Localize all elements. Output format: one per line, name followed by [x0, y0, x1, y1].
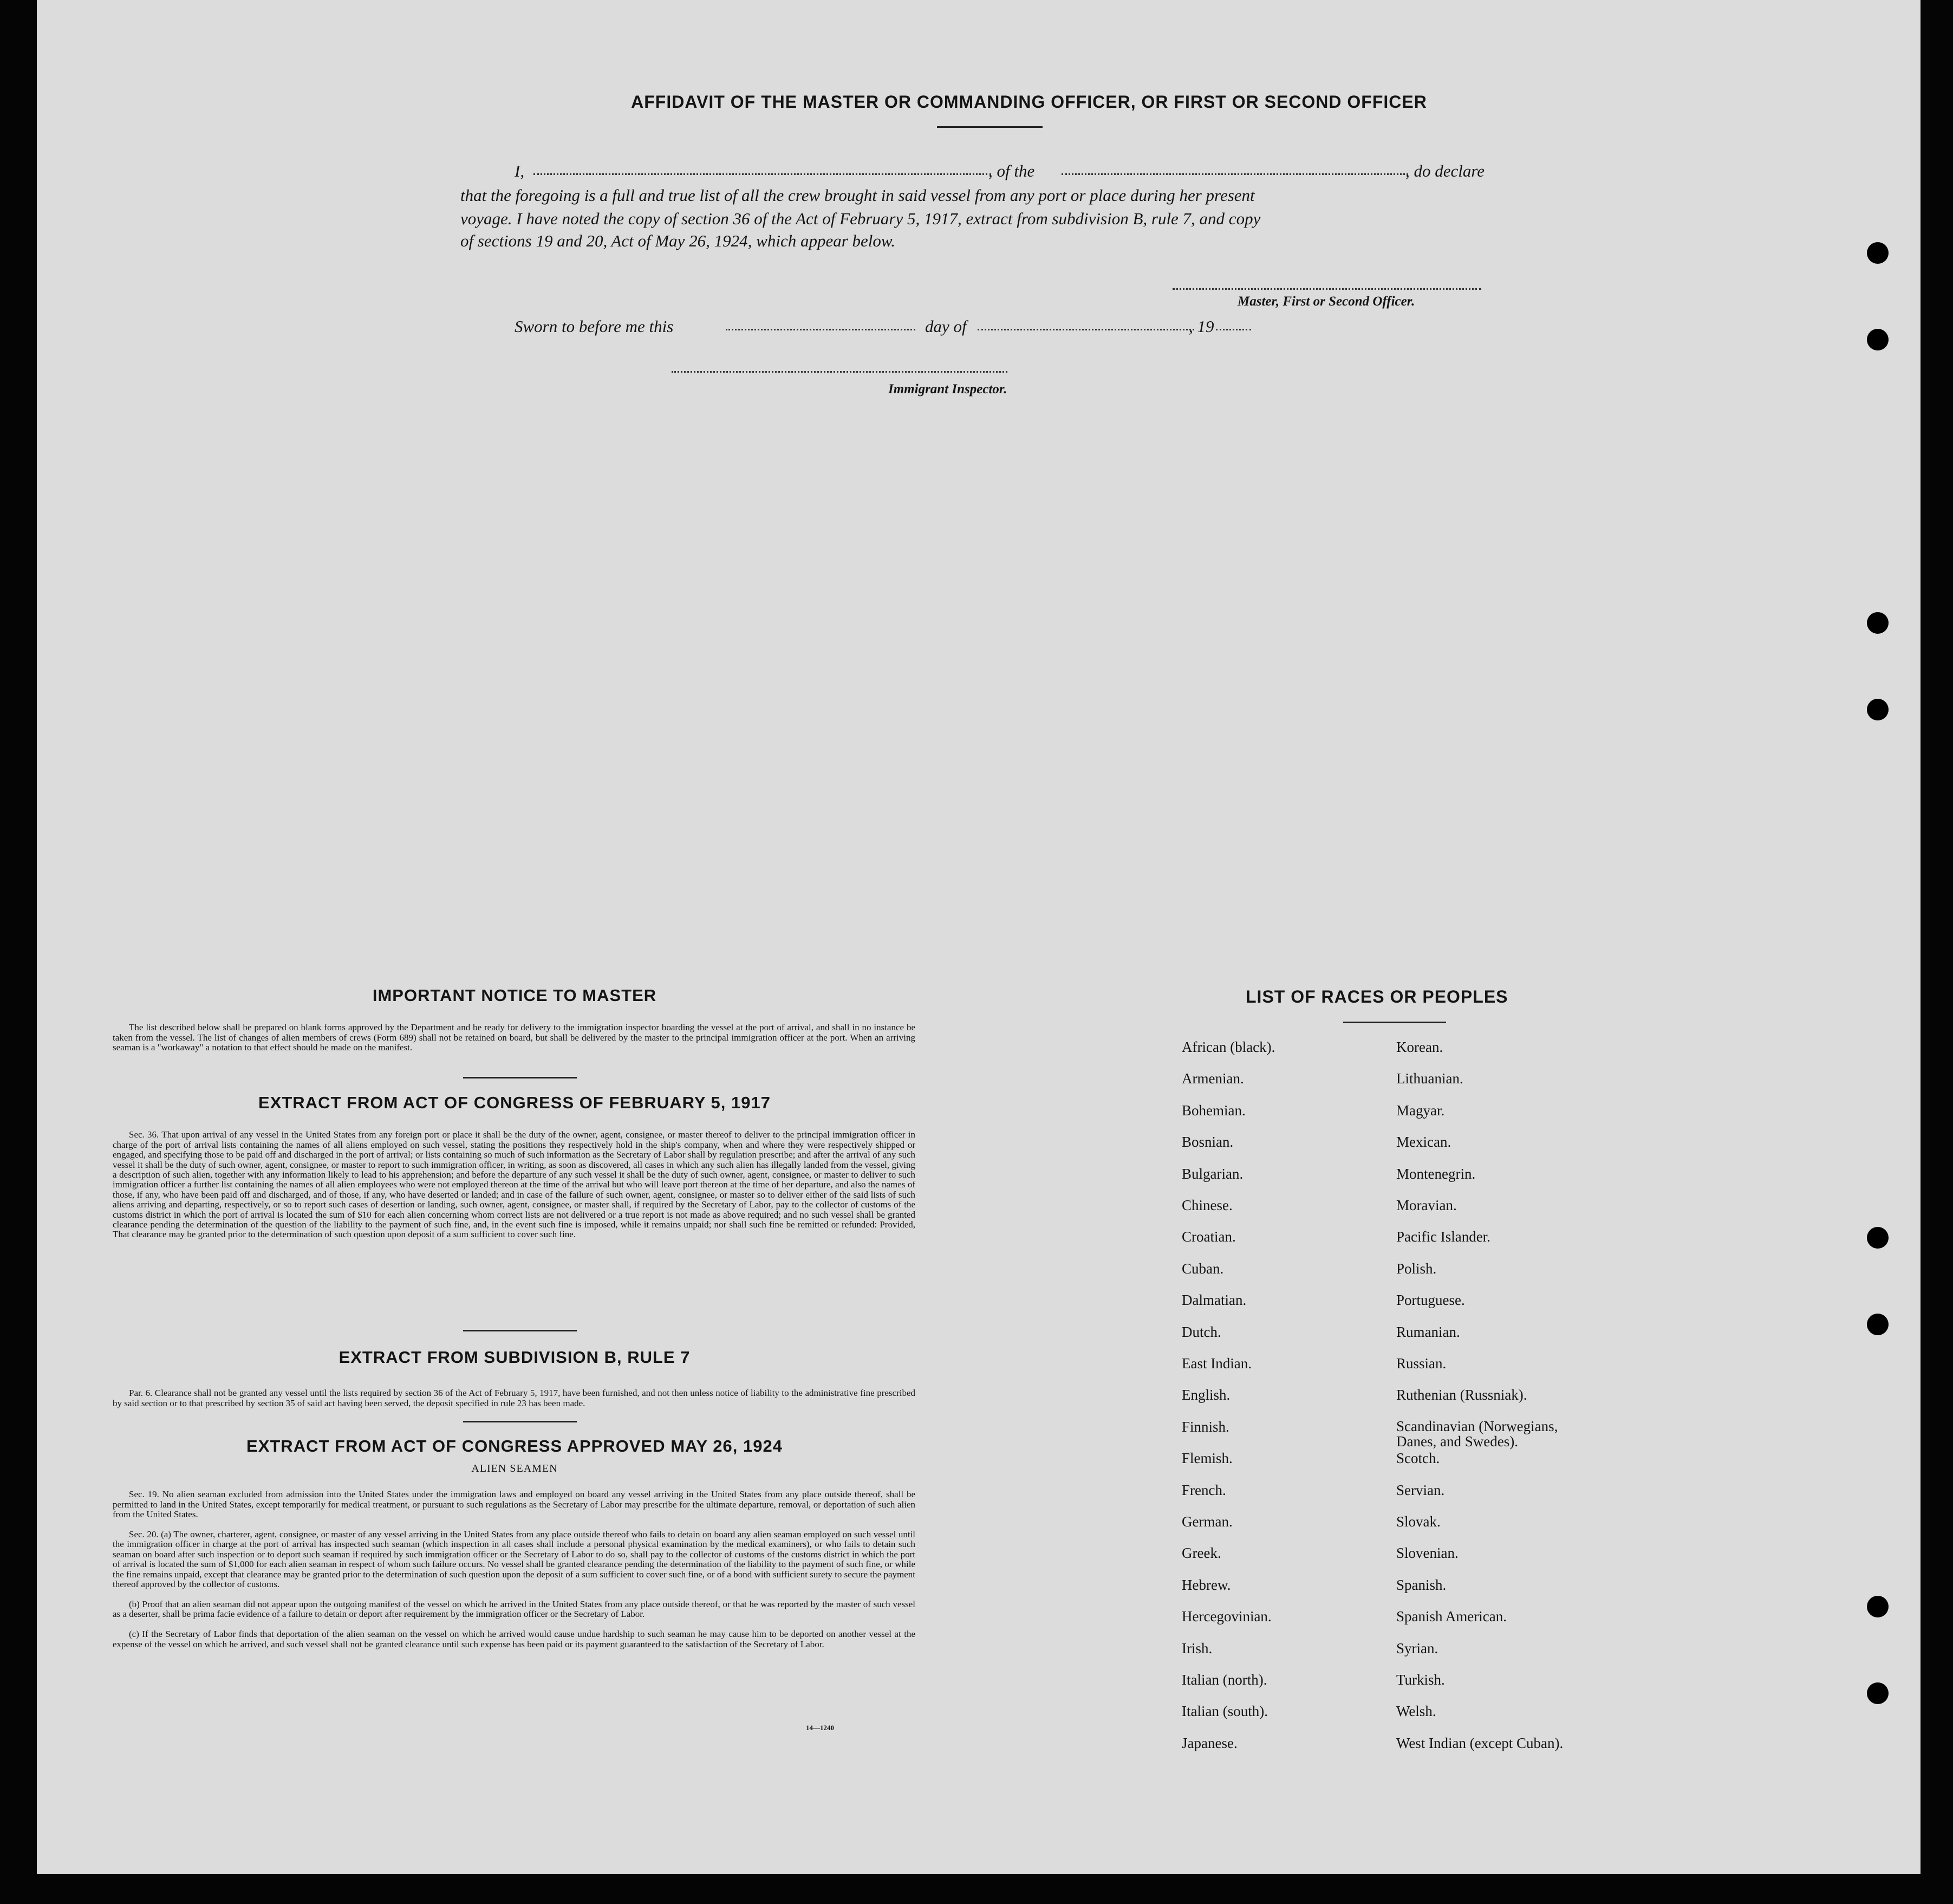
extract-1924-text: [113, 1480, 915, 1659]
sworn-day-of: day of: [925, 317, 967, 336]
affidavit-line-3: voyage. I have noted the copy of section 36 of the Act of February 5, 1917, extract from subdivision B, rule 7, and copy: [460, 209, 1261, 228]
race-item: Servian.: [1396, 1482, 1445, 1498]
sec20b-paragraph: (b) Proof that an alien seaman did not appear upon the outgoing manifest of the vessel on which he arrived in the United States from any place outside thereof, or that he was reported by the master of such vessel as a deserter, shall be prima facie evidence of a failure to detain or deport after requirement by the immigration officer or the Secretary of Labor.: [113, 1598, 915, 1620]
race-item: Finnish.: [1182, 1419, 1229, 1435]
race-item: Hebrew.: [1182, 1577, 1231, 1593]
sworn-month-blank: [978, 329, 1194, 330]
race-item: Scandinavian (Norwegians, Danes, and Swedes).: [1396, 1418, 1558, 1450]
sworn-year: , 19: [1189, 317, 1214, 336]
races-heading: LIST OF RACES OR PEOPLES: [1246, 987, 1508, 1006]
race-item: Japanese.: [1182, 1735, 1238, 1751]
form-number: 14—1240: [806, 1724, 834, 1732]
race-item: Turkish.: [1396, 1672, 1445, 1688]
race-item: Spanish American.: [1396, 1608, 1507, 1624]
race-item: Bohemian.: [1182, 1102, 1246, 1119]
race-item: Croatian.: [1182, 1229, 1236, 1245]
race-item: Moravian.: [1396, 1197, 1457, 1213]
race-item: Ruthenian (Russniak).: [1396, 1387, 1527, 1403]
race-item: English.: [1182, 1387, 1231, 1403]
race-item: German.: [1182, 1513, 1233, 1530]
sworn-year-blank: [1216, 329, 1251, 330]
race-item: Irish.: [1182, 1640, 1213, 1656]
race-item: Dalmatian.: [1182, 1292, 1247, 1308]
extract-rule7-heading: EXTRACT FROM SUBDIVISION B, RULE 7: [338, 1348, 691, 1367]
inspector-signature-line: [672, 371, 1007, 373]
race-item: Montenegrin.: [1396, 1166, 1476, 1182]
race-item: Polish.: [1396, 1260, 1437, 1277]
affidavit-declare: , do declare: [1405, 161, 1485, 180]
name-blank: [533, 173, 991, 175]
race-item: East Indian.: [1182, 1355, 1252, 1372]
sworn-day-blank: [726, 329, 915, 330]
punch-hole: [1867, 1596, 1889, 1617]
section-divider: [463, 1330, 577, 1331]
race-item: Armenian.: [1182, 1070, 1244, 1087]
race-item: Cuban.: [1182, 1260, 1224, 1277]
race-item: Scotch.: [1396, 1450, 1440, 1466]
sec36-paragraph: Sec. 36. That upon arrival of any vessel in the United States from any foreign port or place it shall be the duty of the owner, agent, consignee, or master thereof to deliver to the principal immigration officer in charge of the port of arrival lists containing the names of all aliens employed on such vessel, stating the positions they respectively hold in the ship's company, when and where they were respectively shipped or engaged, and specifying those to be paid off and discharged in the port of arrival; or lists containing so much of such information as the Secretary of Labor shall by regulation prescribe; and after the arrival of any such vessel it shall be the duty of such owner, agent, consignee, or master to report to such immigration officer, in writing, as soon as discovered, all cases in which any such alien has illegally landed from the vessel, giving a description of such alien, together with any information likely to lead to his apprehension; and before the departure of any such vessel it shall be the duty of such owner, agent, consignee, or master to deliver to such immigration officer a further list containing the names of all alien employees who were not employed thereon at the time of the arrival but who will leave port thereon at the time of her departure, and also the names of those, if any, who have been paid off and discharged, and of those, if any, who have deserted or landed; and in case of the failure of such owner, agent, consignee, or master so to deliver either of the said lists of such aliens arriving and departing, respectively, or so to report such cases of desertion or landing, such owner, agent, consignee, or master shall, if required by the Secretary of Labor, pay to the collector of customs of the customs district in which the port of arrival is located the sum of $10 for each alien concerning whom correct lists are not delivered or a true report is not made as above required; and no such vessel shall be granted clearance pending the determination of the question of the liability to the payment of such fine, and, in the event such fine is imposed, while it remains unpaid; nor shall such fine be remitted or refunded: Provided, That clearance may be granted prior to the determination of such question upon deposit of a sum sufficient to cover such fine.: [113, 1129, 915, 1240]
race-item: Mexican.: [1396, 1134, 1451, 1150]
affidavit-i: I,: [515, 161, 525, 180]
race-item: Slovenian.: [1396, 1545, 1459, 1561]
inspector-label: Immigrant Inspector.: [888, 382, 1007, 397]
affidavit-of-the: , of the: [988, 161, 1035, 180]
punch-hole: [1867, 612, 1889, 634]
race-item: Bosnian.: [1182, 1134, 1234, 1150]
extract-rule7-text: [113, 1379, 915, 1419]
extract-1917-text: [113, 1120, 915, 1250]
punch-hole: [1867, 329, 1889, 350]
race-item: Russian.: [1396, 1355, 1447, 1372]
race-item: Slovak.: [1396, 1513, 1441, 1530]
sec20c-paragraph: (c) If the Secretary of Labor finds that deportation of the alien seaman on the vessel on which he arrived would cause undue hardship to such seaman he may cause him to be deported on another vessel at the expense of the vessel on which he arrived, and such vessel shall not be granted clearance until such expense has been paid or its payment guaranteed to the satisfaction of the Secretary of Labor.: [113, 1629, 915, 1649]
race-item: Rumanian.: [1396, 1324, 1460, 1340]
notice-text: [113, 1013, 915, 1063]
extract-1917-heading: EXTRACT FROM ACT OF CONGRESS OF FEBRUARY 5, 1917: [258, 1093, 771, 1112]
punch-hole: [1867, 1314, 1889, 1335]
race-item: French.: [1182, 1482, 1226, 1498]
section-divider: [463, 1077, 577, 1078]
notice-heading: IMPORTANT NOTICE TO MASTER: [372, 986, 657, 1005]
race-item: African (black).: [1182, 1039, 1275, 1055]
title-underline: [937, 126, 1043, 128]
race-item: Chinese.: [1182, 1197, 1233, 1213]
race-item: Greek.: [1182, 1545, 1221, 1561]
races-underline: [1343, 1022, 1446, 1023]
extract-1924-heading: EXTRACT FROM ACT OF CONGRESS APPROVED MAY 26, 1924: [246, 1437, 783, 1455]
vessel-blank: [1062, 173, 1408, 175]
race-item: Italian (south).: [1182, 1703, 1268, 1719]
punch-hole: [1867, 1227, 1889, 1249]
signer-label: Master, First or Second Officer.: [1238, 294, 1415, 309]
affidavit-line-4: of sections 19 and 20, Act of May 26, 1924, which appear below.: [460, 231, 896, 250]
par6-paragraph: Par. 6. Clearance shall not be granted any vessel until the lists required by section 36 of the Act of February 5, 1917, have been furnished, and not then unless notice of liability to the administrative fine prescribed by said section or to that prescribed by section 35 of said act having been served, the deposit specified in rule 23 has been made.: [113, 1388, 915, 1408]
signature-line: [1173, 288, 1481, 290]
sec19-paragraph: Sec. 19. No alien seaman excluded from admission into the United States under the immigration laws and employed on board any vessel arriving in the United States from any place outside thereof, shall be permitted to land in the United States, except temporarily for medical treatment, or pursuant to such regulations as the Secretary of Labor may prescribe for the ultimate departure, removal, or deportation of such alien from the United States.: [113, 1489, 915, 1520]
sworn-prefix: Sworn to before me this: [515, 317, 674, 336]
race-item: Welsh.: [1396, 1703, 1436, 1719]
notice-paragraph: The list described below shall be prepared on blank forms approved by the Department and be ready for delivery to the immigration inspector boarding the vessel at the port of arrival, and shall in no instance be taken from the vessel. The list of changes of alien members of crews (Form 689) shall not be retained on board, but shall be delivered by the master to the principal immigration officer at the port. When an arriving seaman is a "workaway" a notation to that effect should be made on the manifest.: [113, 1022, 915, 1053]
race-item: Bulgarian.: [1182, 1166, 1244, 1182]
race-item: West Indian (except Cuban).: [1396, 1735, 1564, 1751]
race-item: Portuguese.: [1396, 1292, 1465, 1308]
race-item: Hercegovinian.: [1182, 1608, 1272, 1624]
race-item: Italian (north).: [1182, 1672, 1267, 1688]
race-item: Pacific Islander.: [1396, 1229, 1490, 1245]
race-item: Lithuanian.: [1396, 1070, 1463, 1087]
race-item: Spanish.: [1396, 1577, 1447, 1593]
race-item: Magyar.: [1396, 1102, 1445, 1119]
affidavit-line-2: that the foregoing is a full and true list of all the crew brought in said vessel from any port or place during her present: [460, 186, 1255, 205]
race-item: Flemish.: [1182, 1450, 1233, 1466]
section-divider: [463, 1421, 577, 1422]
punch-hole: [1867, 1682, 1889, 1704]
race-item: Syrian.: [1396, 1640, 1438, 1656]
punch-hole: [1867, 699, 1889, 720]
race-item: Korean.: [1396, 1039, 1443, 1055]
sec20a-paragraph: Sec. 20. (a) The owner, charterer, agent, consignee, or master of any vessel arriving in the United States from any place outside thereof who fails to detain on board any alien seaman employed on such vessel until the immigration officer in charge at the port of arrival has inspected such seaman (which inspection in all cases shall include a personal physical examination by the medical examiners), or who fails to detain such seaman on board after such inspection or to deport such seaman if required by such immigration officer or the Secretary of Labor to do so, shall pay to the collector of customs of the customs district in which the port of arrival is located the sum of $1,000 for each alien seaman in respect of whom such failure occurs. No vessel shall be granted clearance pending the determination of the liability to the payment of such fine, or while the fine remains unpaid, except that clearance may be granted prior to the determination of such question upon the deposit of a sum sufficient to cover such fine, or of a bond with sufficient surety to secure the payment thereof approved by the collector of customs.: [113, 1529, 915, 1590]
alien-seamen-subheading: ALIEN SEAMEN: [471, 1463, 558, 1474]
race-item: Dutch.: [1182, 1324, 1221, 1340]
punch-hole: [1867, 242, 1889, 264]
affidavit-title: AFFIDAVIT OF THE MASTER OR COMMANDING OFFICER, OR FIRST OR SECOND OFFICER: [631, 92, 1427, 112]
